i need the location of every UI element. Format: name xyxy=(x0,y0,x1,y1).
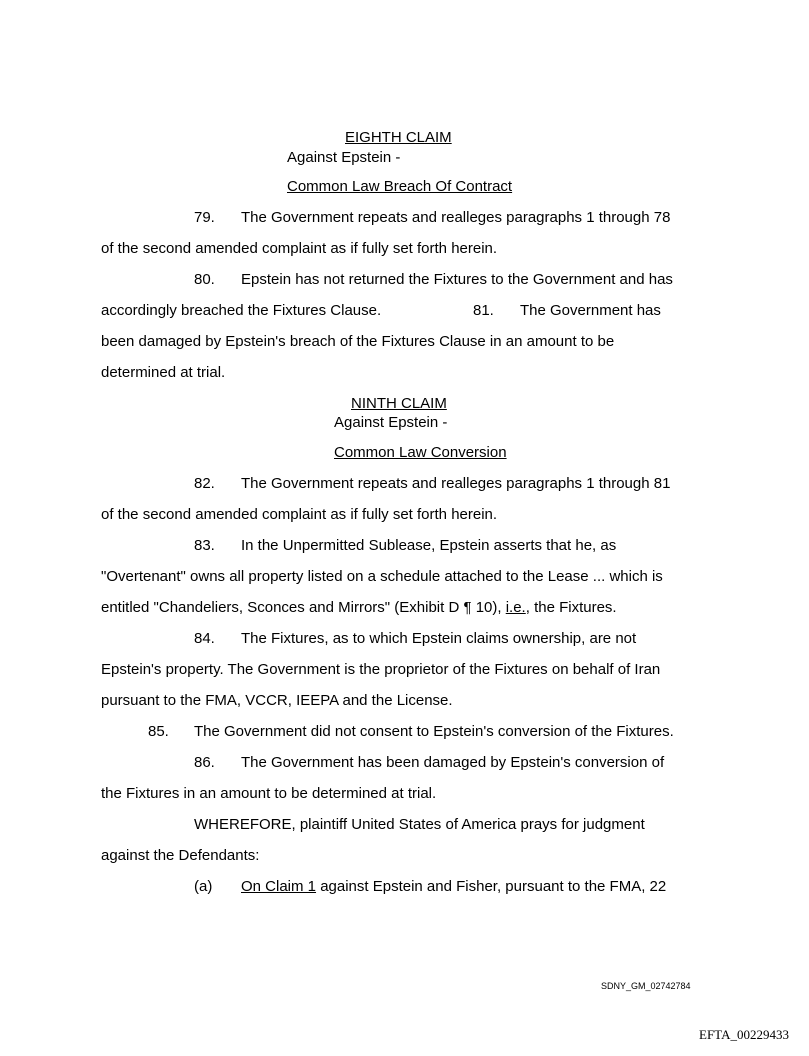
item-a-label: (a) xyxy=(194,878,213,895)
ninth-claim-heading: NINTH CLAIM xyxy=(351,395,447,412)
paragraph-84-number: 84. xyxy=(194,630,215,647)
paragraph-82-line-1: The Government repeats and realleges paragraphs 1 through 81 xyxy=(241,475,671,492)
eighth-claim-heading: EIGHTH CLAIM xyxy=(345,129,452,146)
paragraph-83-line-3 xyxy=(101,599,617,617)
paragraph-83-number: 83. xyxy=(194,537,215,554)
paragraph-79-line-2: of the second amended complaint as if fully set forth herein. xyxy=(101,240,498,257)
paragraph-79-number: 79. xyxy=(194,209,215,226)
paragraph-82-line-2: of the second amended complaint as if fully set forth herein. xyxy=(101,506,498,523)
paragraph-82-number: 82. xyxy=(194,475,215,492)
wherefore-line-1: WHEREFORE, plaintiff United States of America prays for judgment xyxy=(194,816,645,833)
ninth-claim-subheading: Common Law Conversion xyxy=(334,444,507,461)
eighth-claim-subheading: Common Law Breach Of Contract xyxy=(287,178,513,195)
claim-1-reference: On Claim 1 xyxy=(241,878,317,895)
paragraph-84-line-1: The Fixtures, as to which Epstein claims ownership, are not xyxy=(241,630,637,647)
paragraph-81-line-3: determined at trial. xyxy=(101,364,226,381)
paragraph-81-line-1: The Government has xyxy=(520,302,661,319)
paragraph-83-line-2: "Overtenant" owns all property listed on a schedule attached to the Lease ... which is xyxy=(101,568,663,585)
paragraph-81-number: 81. xyxy=(473,302,494,319)
bates-number: SDNY_GM_02742784 xyxy=(601,981,691,991)
wherefore-line-2: against the Defendants: xyxy=(101,847,260,864)
efta-number: EFTA_00229433 xyxy=(699,1027,789,1042)
paragraph-85-line-1: The Government did not consent to Epstein's conversion of the Fixtures. xyxy=(194,723,674,740)
paragraph-85-number: 85. xyxy=(148,723,169,740)
item-a-body: against Epstein and Fisher, pursuant to the FMA, 22 xyxy=(316,878,667,895)
paragraph-84-line-3: pursuant to the FMA, VCCR, IEEPA and the License. xyxy=(101,692,453,709)
paragraph-81-line-2: been damaged by Epstein's breach of the Fixtures Clause in an amount to be xyxy=(101,333,615,350)
paragraph-83-line-3-pre: entitled "Chandeliers, Sconces and Mirrors" (Exhibit D ¶ 10), xyxy=(101,599,506,616)
ie-abbreviation: i.e. xyxy=(505,599,526,616)
paragraph-86-line-2: the Fixtures in an amount to be determined at trial. xyxy=(101,785,437,802)
paragraph-86-line-1: The Government has been damaged by Epstein's conversion of xyxy=(241,754,665,771)
paragraph-83-line-3-post: , the Fixtures. xyxy=(525,599,617,616)
paragraph-80-line-2: accordingly breached the Fixtures Clause. xyxy=(101,302,382,319)
paragraph-83-line-1: In the Unpermitted Sublease, Epstein asserts that he, as xyxy=(241,537,617,554)
paragraph-86-number: 86. xyxy=(194,754,215,771)
paragraph-79-line-1: The Government repeats and realleges paragraphs 1 through 78 xyxy=(241,209,671,226)
ninth-claim-against: Against Epstein - xyxy=(334,414,448,431)
paragraph-84-line-2: Epstein's property. The Government is the proprietor of the Fixtures on behalf of Iran xyxy=(101,661,661,678)
paragraph-80-number: 80. xyxy=(194,271,215,288)
paragraph-80-line-1: Epstein has not returned the Fixtures to the Government and has xyxy=(241,271,673,288)
eighth-claim-against: Against Epstein - xyxy=(287,149,401,166)
item-a-text xyxy=(241,878,666,896)
